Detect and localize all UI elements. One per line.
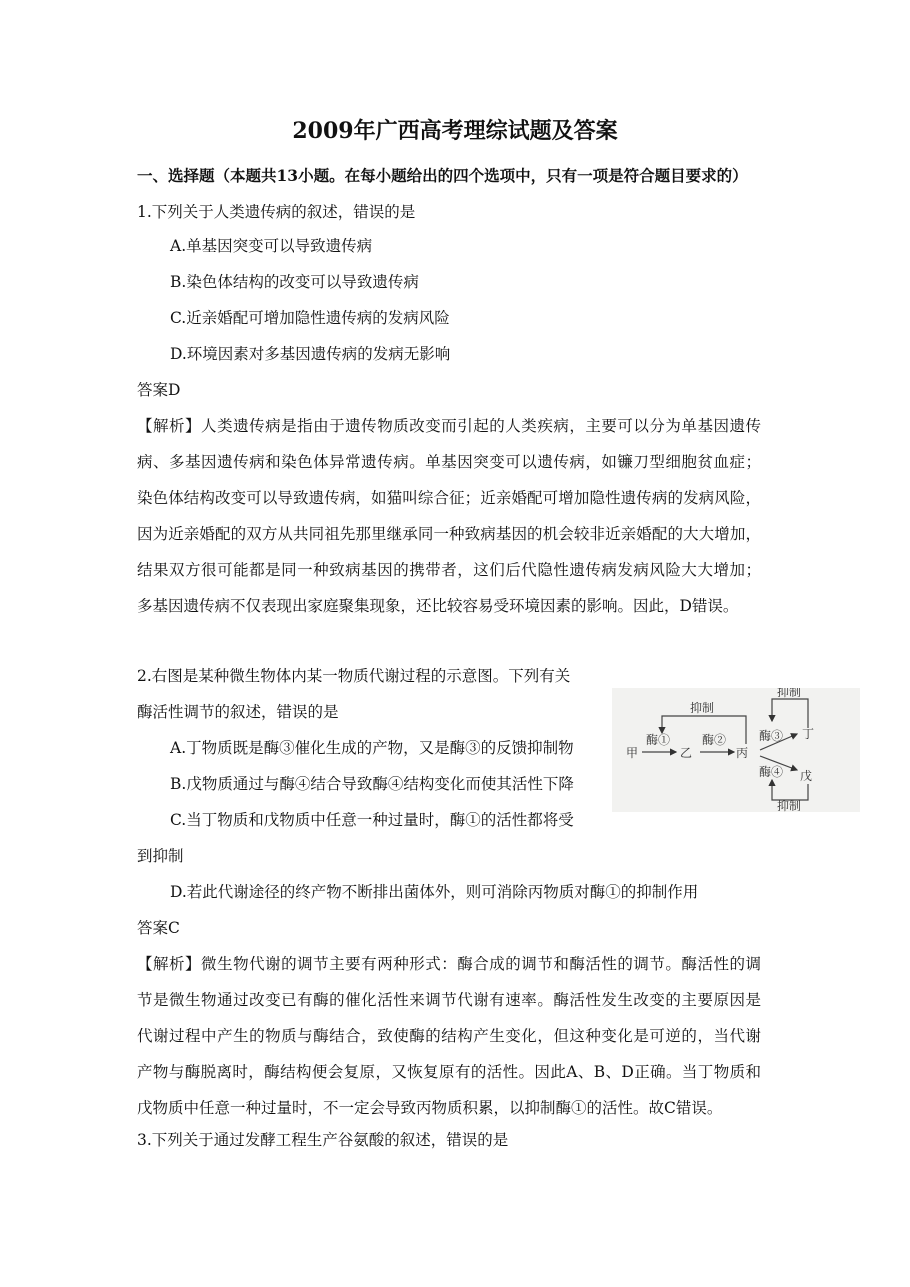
node-jia: 甲 (626, 746, 639, 760)
q2-analysis-line: 代谢过程中产生的物质与酶结合，致使酶的结构产生变化，但这种变化是可逆的，当代谢 (137, 1027, 761, 1045)
q2-analysis-line: 【解析】微生物代谢的调节主要有两种形式：酶合成的调节和酶活性的调节。酶活性的调 (137, 955, 761, 973)
question-3-stem: 3.下列关于通过发酵工程生产谷氨酸的叙述，错误的是 (137, 1131, 509, 1149)
enzyme-1-label: 酶① (646, 733, 671, 747)
section-heading: 一、选择题（本题共13小题。在每小题给出的四个选项中，只有一项是符合题目要求的） (137, 166, 748, 185)
q1-option-d: D.环境因素对多基因遗传病的发病无影响 (170, 345, 451, 363)
enzyme-2-label: 酶② (702, 733, 727, 747)
metabolism-diagram (612, 688, 860, 812)
q1-option-a: A.单基因突变可以导致遗传病 (170, 237, 373, 255)
q2-analysis-line: 产物与酶脱离时，酶结构便会复原，又恢复原有的活性。因此A、B、D正确。当丁物质和 (137, 1063, 761, 1081)
node-yi: 乙 (680, 746, 693, 760)
inhibit-label: 抑制 (777, 799, 802, 812)
q2-answer: 答案C (137, 919, 180, 937)
q2-option-d: D.若此代谢途径的终产物不断排出菌体外，则可消除丙物质对酶①的抑制作用 (170, 883, 699, 901)
question-2-stem: 2.右图是某种微生物体内某一物质代谢过程的示意图。下列有关 (137, 667, 571, 685)
inhibit-label: 抑制 (690, 701, 715, 715)
question-1-stem: 1.下列关于人类遗传病的叙述，错误的是 (137, 203, 416, 221)
q1-analysis-line: 病、多基因遗传病和染色体异常遗传病。单基因突变可以遗传病，如镰刀型细胞贫血症； (137, 453, 761, 471)
node-bing: 丙 (736, 746, 749, 760)
page-title: 2009年广西高考理综试题及答案 (292, 118, 618, 144)
q2-analysis-line: 节是微生物通过改变已有酶的催化活性来调节代谢有速率。酶活性发生改变的主要原因是 (137, 991, 761, 1009)
q1-analysis-line: 多基因遗传病不仅表现出家庭聚集现象，还比较容易受环境因素的影响。因此，D错误。 (137, 597, 739, 615)
question-2-stem-cont: 酶活性调节的叙述，错误的是 (137, 703, 339, 721)
q2-option-b: B.戊物质通过与酶④结合导致酶④结构变化而使其活性下降 (170, 775, 574, 793)
q1-option-c: C.近亲婚配可增加隐性遗传病的发病风险 (170, 309, 450, 327)
q1-answer: 答案D (137, 381, 181, 399)
node-wu: 戊 (800, 769, 813, 783)
q1-analysis-line: 结果双方很可能都是同一种致病基因的携带者，这们后代隐性遗传病发病风险大大增加； (137, 561, 761, 579)
q1-analysis-line: 【解析】人类遗传病是指由于遗传物质改变而引起的人类疾病，主要可以分为单基因遗传 (137, 417, 761, 435)
q2-option-c: C.当丁物质和戊物质中任意一种过量时，酶①的活性都将受 (170, 811, 574, 829)
node-ding: 丁 (802, 727, 815, 741)
q2-option-a: A.丁物质既是酶③催化生成的产物，又是酶③的反馈抑制物 (170, 739, 574, 757)
inhibit-label: 抑制 (777, 688, 802, 699)
q2-analysis-line: 戊物质中任意一种过量时，不一定会导致丙物质积累，以抑制酶①的活性。故C错误。 (137, 1099, 723, 1117)
q1-analysis-line: 染色体结构改变可以导致遗传病，如猫叫综合征；近亲婚配可增加隐性遗传病的发病风险， (137, 489, 761, 507)
enzyme-3-label: 酶③ (759, 729, 784, 743)
q2-option-c-cont: 到抑制 (137, 847, 184, 865)
q1-analysis-line: 因为近亲婚配的双方从共同祖先那里继承同一种致病基因的机会较非近亲婚配的大大增加， (137, 525, 761, 543)
q1-option-b: B.染色体结构的改变可以导致遗传病 (170, 273, 419, 291)
enzyme-4-label: 酶④ (759, 765, 784, 779)
